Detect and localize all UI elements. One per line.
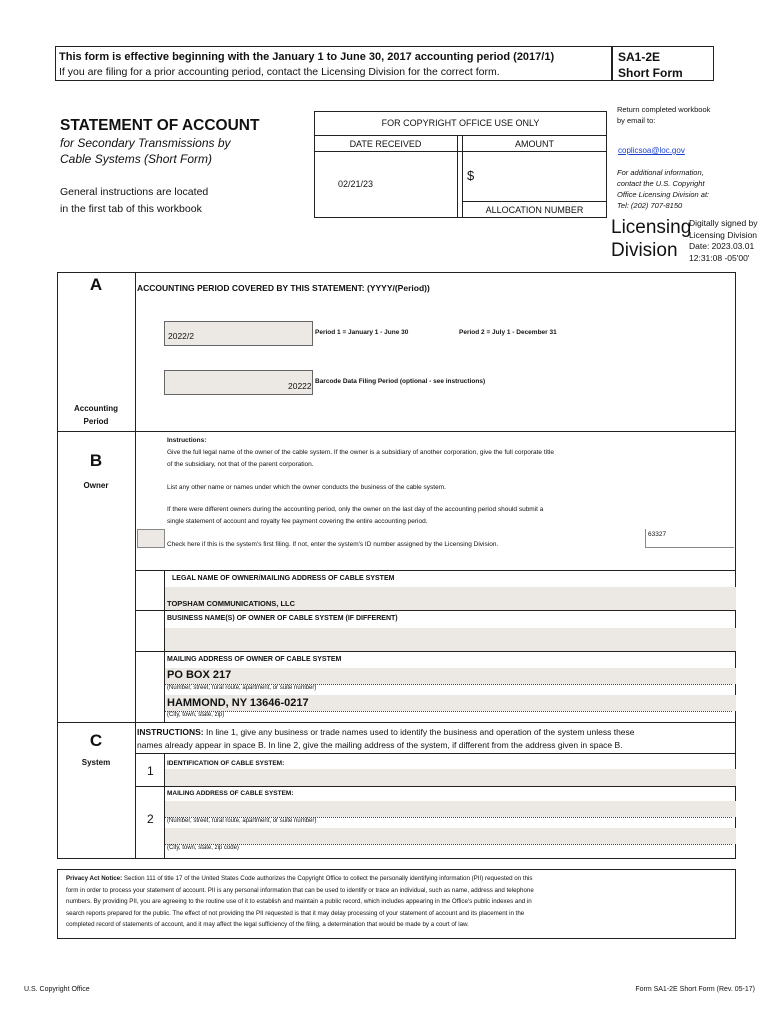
owner-instructions-line1: Give the full legal name of the owner of the cable system. If the owner is a subsidiary of another corporation, give the full corporate title bbox=[167, 449, 554, 456]
signature-details-line1: Digitally signed by bbox=[689, 218, 758, 228]
form-id: SA1-2E bbox=[618, 50, 661, 64]
signature-word2: Division bbox=[611, 240, 678, 261]
mailing-city-value: HAMMOND, NY 13646-0217 bbox=[167, 697, 309, 709]
return-email-link[interactable]: coplicsoa@loc.gov bbox=[618, 146, 685, 155]
section-c-letter: C bbox=[89, 731, 103, 750]
allocation-number-label: ALLOCATION NUMBER bbox=[485, 205, 584, 215]
signature-details-line4: 12:31:08 -05'00' bbox=[689, 253, 750, 263]
business-name-input[interactable] bbox=[165, 628, 736, 651]
mailing-street-value: PO BOX 217 bbox=[167, 669, 232, 681]
form-type: Short Form bbox=[618, 66, 683, 80]
amount-label: AMOUNT bbox=[515, 139, 554, 149]
contact-info-line2: contact the U.S. Copyright bbox=[617, 179, 705, 188]
identification-label: IDENTIFICATION OF CABLE SYSTEM: bbox=[167, 760, 285, 767]
contact-info-line1: For additional information, bbox=[617, 168, 704, 177]
privacy-notice-line3: numbers. By providing PII, you are agreeing to the routine use of it to establish and maintain a public record, which includes appearing in the Office's public indexes and in bbox=[66, 898, 532, 905]
owner-instructions-line2: of the subsidiary, not that of the parent corporation. bbox=[167, 461, 314, 468]
signature-details-line2: Licensing Division bbox=[689, 230, 758, 240]
period-2-note: Period 2 = July 1 - December 31 bbox=[459, 329, 557, 336]
page-title: STATEMENT OF ACCOUNT bbox=[60, 117, 260, 134]
line-1-number: 1 bbox=[147, 764, 154, 778]
system-mailing-label: MAILING ADDRESS OF CABLE SYSTEM: bbox=[167, 790, 294, 797]
section-a-label-line2: Period bbox=[83, 417, 109, 426]
signature-word1: Licensing bbox=[611, 217, 692, 238]
system-instructions-text: In line 1, give any business or trade names used to identify the business and operation of the system unless these bbox=[203, 727, 635, 737]
first-filing-text: Check here if this is the system's first filing. If not, enter the system's ID number assigned by the Licensing Division. bbox=[167, 541, 499, 548]
office-use-heading: FOR COPYRIGHT OFFICE USE ONLY bbox=[381, 118, 540, 128]
privacy-notice-line1 bbox=[66, 875, 533, 882]
mailing-address-label: MAILING ADDRESS OF OWNER OF CABLE SYSTEM bbox=[167, 656, 342, 663]
section-a-label-line1: Accounting bbox=[74, 404, 118, 413]
period-1-note: Period 1 = January 1 - June 30 bbox=[315, 329, 409, 336]
section-c-label: System bbox=[81, 758, 111, 767]
privacy-notice-heading: Privacy Act Notice: bbox=[66, 875, 123, 882]
return-info-line1: Return completed workbook bbox=[617, 105, 711, 114]
effective-notice-line2: If you are filing for a prior accounting period, contact the Licensing Division for the correct form. bbox=[59, 66, 500, 78]
page-subtitle-line2: Cable Systems (Short Form) bbox=[60, 152, 213, 166]
section-a-letter: A bbox=[89, 275, 103, 294]
first-filing-checkbox[interactable] bbox=[137, 529, 165, 548]
general-instructions-line2: in the first tab of this workbook bbox=[60, 203, 202, 215]
owner-instructions-line3: List any other name or names under which the owner conducts the business of the cable system. bbox=[167, 484, 446, 491]
system-city-hint: (City, town, state, zip code) bbox=[167, 845, 239, 851]
accounting-period-value: 2022/2 bbox=[168, 331, 194, 341]
owner-instructions-line4: If there were different owners during the accounting period, only the owner on the last day of the accounting period should submit a bbox=[167, 506, 544, 513]
privacy-notice-text1: Section 111 of title 17 of the United States Code authorizes the Copyright Office to collect the personally identifying information (PII) requested on this bbox=[122, 875, 533, 882]
date-received-value: 02/21/23 bbox=[338, 179, 374, 189]
identification-input[interactable] bbox=[165, 769, 736, 786]
contact-info-line4: Tel: (202) 707-8150 bbox=[617, 201, 683, 210]
signature-details-line3: Date: 2023.03.01 bbox=[689, 241, 755, 251]
barcode-period-value: 20222 bbox=[288, 381, 312, 391]
system-city-input[interactable] bbox=[165, 828, 736, 844]
page-subtitle-line1: for Secondary Transmissions by bbox=[60, 136, 231, 150]
date-received-label: DATE RECEIVED bbox=[349, 139, 422, 149]
system-street-input[interactable] bbox=[165, 801, 736, 817]
owner-instructions-line5: single statement of account and royalty fee payment covering the entire accounting period. bbox=[167, 518, 428, 525]
privacy-notice-line2: form in order to process your statement of account. PII is any personal information that can be used to identify or trace an individual, such as name, address and telephone bbox=[66, 887, 534, 894]
footer-left: U.S. Copyright Office bbox=[24, 986, 90, 993]
system-instructions-bold: INSTRUCTIONS: bbox=[137, 727, 204, 737]
amount-dollar-sign: $ bbox=[467, 168, 475, 183]
legal-name-value: TOPSHAM COMMUNICATIONS, LLC bbox=[167, 599, 296, 608]
accounting-period-heading: ACCOUNTING PERIOD COVERED BY THIS STATEMENT: (YYYY/(Period)) bbox=[137, 283, 430, 293]
legal-name-label: LEGAL NAME OF OWNER/MAILING ADDRESS OF CABLE SYSTEM bbox=[172, 575, 395, 582]
mailing-street-input[interactable] bbox=[165, 668, 736, 684]
privacy-notice-line5: completed record of statements of account, and it may affect the legal sufficiency of the filing, a determination that would be made by a court of law. bbox=[66, 921, 469, 928]
general-instructions-line1: General instructions are located bbox=[60, 186, 209, 198]
system-instructions-line2: names already appear in space B. In line 2, give the mailing address of the system, if different from the address given in space B. bbox=[137, 740, 623, 750]
privacy-notice-line4: search reports prepared for the public. The effect of not providing the PII requested is that it may delay processing of your statement of account and its placement in the bbox=[66, 910, 525, 917]
system-id-value: 63327 bbox=[648, 531, 667, 538]
footer-right: Form SA1-2E Short Form (Rev. 05-17) bbox=[635, 986, 755, 993]
owner-instructions-heading: Instructions: bbox=[167, 437, 207, 444]
contact-info-line3: Office Licensing Division at: bbox=[617, 190, 710, 199]
system-street-hint: (Number, street, rural route, apartment, or suite number) bbox=[167, 818, 317, 824]
system-instructions-line1 bbox=[137, 727, 635, 737]
section-b-letter: B bbox=[89, 451, 103, 470]
section-b-label: Owner bbox=[83, 481, 109, 490]
mailing-street-hint: (Number, street, rural route, apartment, or suite number) bbox=[167, 685, 317, 691]
barcode-period-label: Barcode Data Filing Period (optional - see instructions) bbox=[315, 378, 486, 385]
return-info-line2: by email to: bbox=[617, 116, 656, 125]
line-2-number: 2 bbox=[147, 812, 154, 826]
mailing-city-hint: (City, town, state, zip) bbox=[167, 712, 225, 718]
effective-notice-line1: This form is effective beginning with the January 1 to June 30, 2017 accounting period (2017/1) bbox=[59, 51, 555, 63]
business-name-label: BUSINESS NAME(S) OF OWNER OF CABLE SYSTEM (IF DIFFERENT) bbox=[167, 615, 398, 622]
